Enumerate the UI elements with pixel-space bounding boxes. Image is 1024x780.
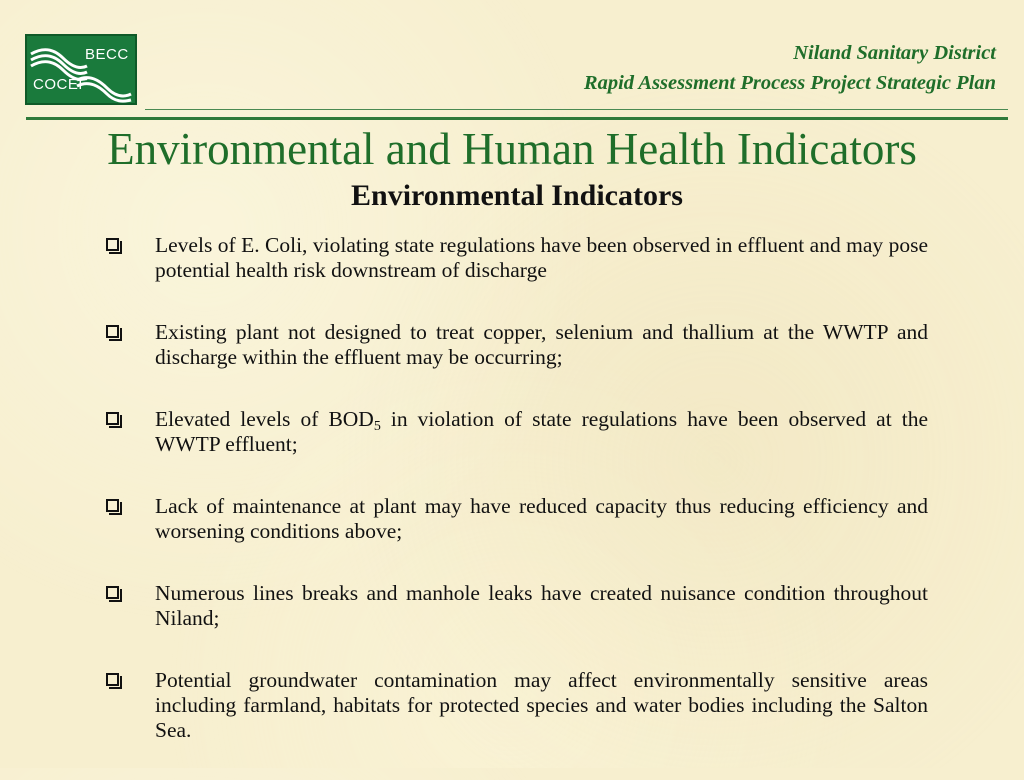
bullet-item	[104, 494, 928, 544]
logo-becc-text: BECC	[85, 46, 129, 63]
header-plan: Rapid Assessment Process Project Strategic Plan	[583, 72, 996, 94]
logo-cocef-text: COCEF	[33, 76, 88, 93]
header-block	[584, 38, 996, 98]
bullet-item	[104, 581, 928, 631]
bullet-text-part: Elevated levels of BOD	[155, 407, 374, 431]
checkbox-bullet-icon	[106, 412, 119, 425]
bullet-text: Numerous lines breaks and manhole leaks have created nuisance condition throughout Niland;	[155, 581, 928, 630]
bullet-item	[104, 320, 928, 370]
bullet-text	[155, 407, 928, 457]
slide-title: Environmental and Human Health Indicators	[107, 124, 917, 174]
bullet-text: Lack of maintenance at plant may have reduced capacity thus reducing efficiency and worsening conditions above;	[155, 494, 928, 543]
bullet-text: Potential groundwater contamination may affect environmentally sensitive areas including farmland, habitats for protected species and water bodies including the Salton Sea.	[155, 668, 928, 742]
checkbox-bullet-icon	[106, 238, 119, 251]
bullet-item	[104, 407, 928, 457]
bullet-text: Levels of E. Coli, violating state regulations have been observed in effluent and may pose potential health risk downstream of discharge	[155, 233, 928, 282]
bullet-text-part: in violation of state regulations have been observed at the WWTP effluent;	[155, 407, 928, 456]
bod-subscript: 5	[373, 419, 381, 434]
header-divider-thin	[145, 109, 1008, 110]
becc-cocef-logo	[25, 34, 137, 105]
bullet-item	[104, 233, 928, 283]
header-divider-thick	[26, 117, 1008, 120]
checkbox-bullet-icon	[106, 673, 119, 686]
header-district: Niland Sanitary District	[793, 42, 996, 64]
checkbox-bullet-icon	[106, 586, 119, 599]
bullet-item	[104, 668, 928, 743]
slide-subtitle: Environmental Indicators	[351, 179, 683, 212]
checkbox-bullet-icon	[106, 499, 119, 512]
checkbox-bullet-icon	[106, 325, 119, 338]
bullet-list	[104, 233, 928, 780]
bullet-text: Existing plant not designed to treat copper, selenium and thallium at the WWTP and discharge within the effluent may be occurring;	[155, 320, 928, 369]
